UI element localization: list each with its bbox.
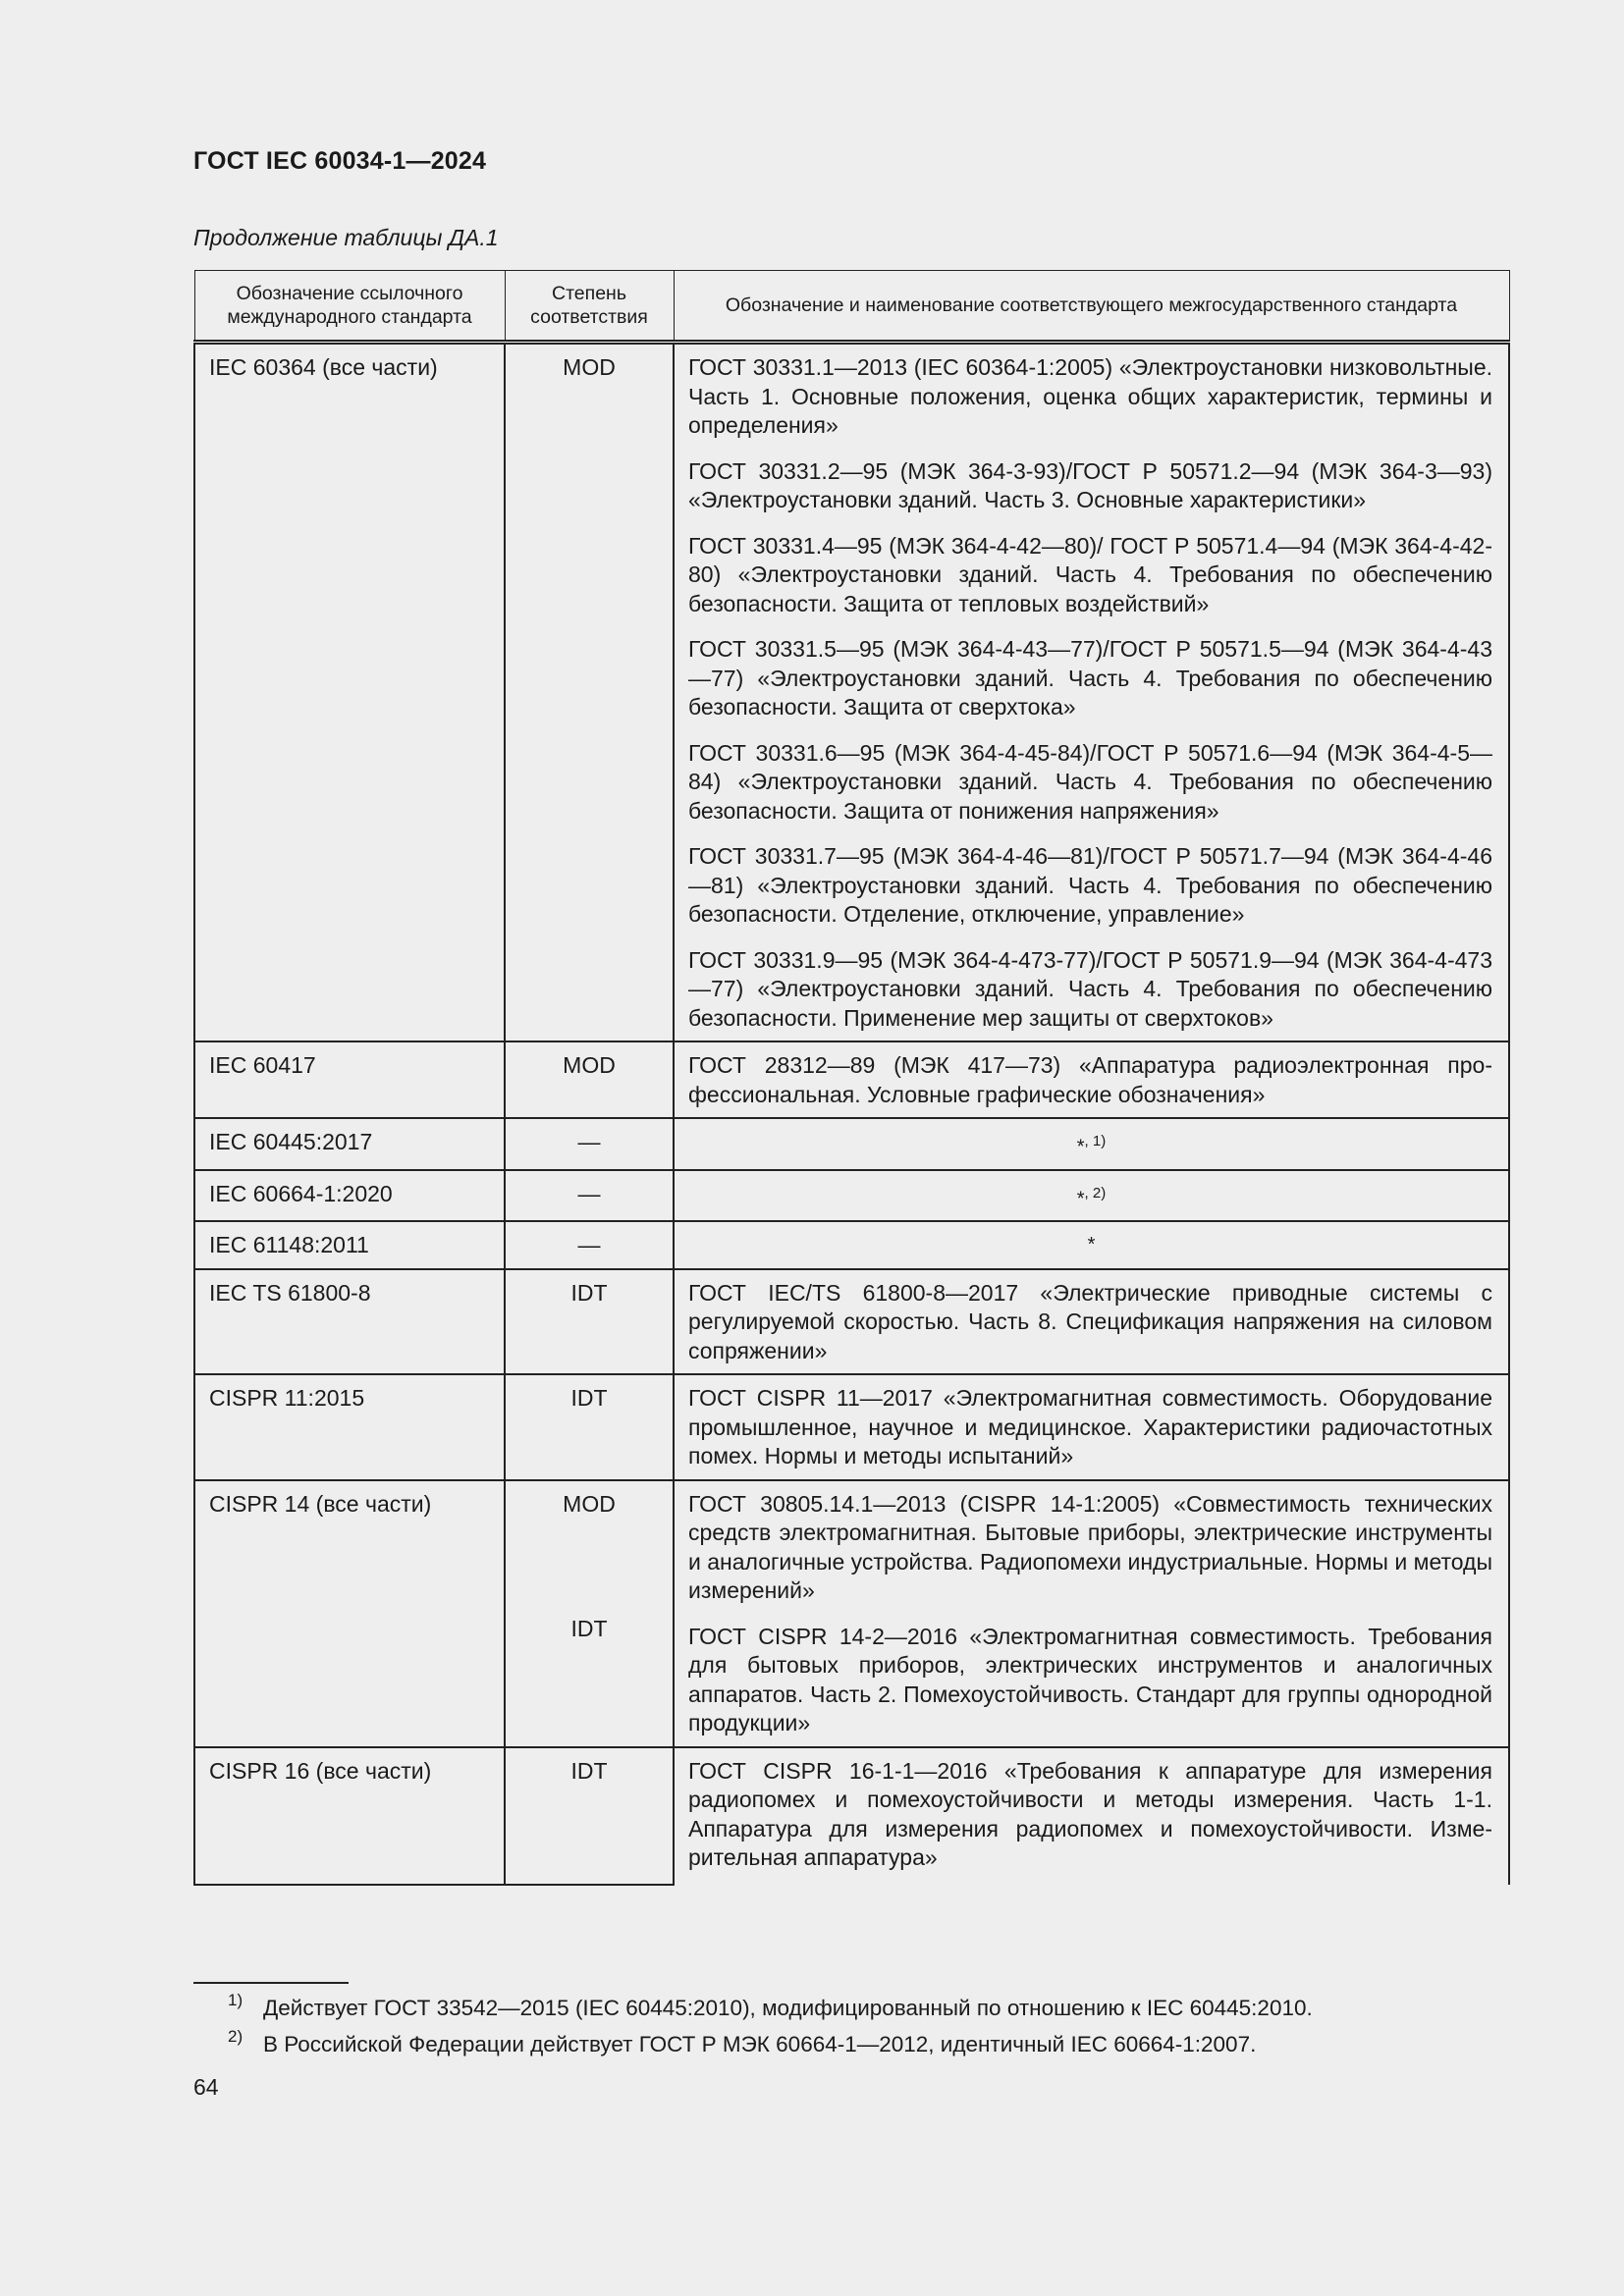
table-row <box>194 1374 1509 1480</box>
degree-cell: — <box>505 1221 674 1269</box>
degree-value: MOD <box>563 1490 616 1517</box>
standards-table <box>193 270 1510 1886</box>
asterisk-mark: * <box>1076 1136 1085 1158</box>
degree-value: IDT <box>570 1616 608 1642</box>
description-paragraph: ГОСТ 30331.6—95 (МЭК 364-4-45-84)/ГОСТ Р 50571.6—94 (МЭК 364-4-5—84) «Электроустановки зданий. Часть 4. Требования по обеспечению безопасности. Защита от понижения напряжения» <box>688 739 1492 824</box>
page-number: 64 <box>193 2074 219 2100</box>
description-paragraph: ГОСТ 30331.5—95 (МЭК 364-4-43—77)/ГОСТ Р 50571.5—94 (МЭК 364-4-43—77) «Электроустановки зданий. Часть 4. Требования по обеспечению безопасности. Защита от сверхтока» <box>688 636 1492 720</box>
description-paragraph: ГОСТ 30331.1—2013 (IEC 60364-1:2005) «Электроустановки низковольтные. Часть 1. Основные положения, оценка общих характеристик, термины и определения» <box>688 354 1492 438</box>
table-row <box>194 1170 1509 1222</box>
table-row <box>194 1041 1509 1118</box>
footnote-ref: , 1) <box>1084 1133 1107 1149</box>
header-international-standard: Обозначение ссылочного международного стандарта <box>194 271 505 343</box>
standard-cell: CISPR 11:2015 <box>194 1374 505 1480</box>
table-row <box>194 1480 1509 1747</box>
description-paragraph: ГОСТ 30331.9—95 (МЭК 364-4-473-77)/ГОСТ Р 50571.9—94 (МЭК 364-4-473—77) «Электроустановки зданий. Часть 4. Требования по обеспечению безопасности. Применение мер защиты от сверхтоков» <box>688 946 1492 1031</box>
header-degree: Степень соответствия <box>505 271 674 343</box>
description-cell: ГОСТ 28312—89 (МЭК 417—73) «Аппаратура радиоэлектронная профессиональная. Условные графические обозначения» <box>674 1041 1509 1118</box>
standard-cell: CISPR 16 (все части) <box>194 1747 505 1885</box>
standard-cell: IEC TS 61800-8 <box>194 1269 505 1375</box>
degree-cell: IDT <box>505 1269 674 1375</box>
no-equivalent-cell <box>674 1170 1509 1222</box>
document-header: ГОСТ IEC 60034-1—2024 <box>193 147 487 175</box>
table-row <box>194 1118 1509 1170</box>
description-cell: ГОСТ CISPR 11—2017 «Электромагнитная совместимость. Оборудование промышленное, научное и медицинское. Характеристики радиочастотных помех. Нормы и методы испытаний» <box>674 1374 1509 1480</box>
footnote-ref: , 2) <box>1084 1184 1107 1201</box>
no-equivalent-cell <box>674 1118 1509 1170</box>
degree-cell: — <box>505 1170 674 1222</box>
footnote <box>228 2027 1257 2058</box>
footnote-text: В Российской Федерации действует ГОСТ Р МЭК 60664-1—2012, идентичный IEC 60664-1:2007. <box>263 2032 1257 2056</box>
standard-cell: IEC 60664-1:2020 <box>194 1170 505 1222</box>
header-interstate-standard: Обозначение и наименование соответствующего межгосударственного стандарта <box>674 271 1509 343</box>
table-row <box>194 1747 1509 1885</box>
degree-cell: — <box>505 1118 674 1170</box>
no-equivalent-cell <box>674 1221 1509 1269</box>
degree-cell: MOD <box>505 343 674 1042</box>
degree-cell: MOD <box>505 1041 674 1118</box>
standard-cell: CISPR 14 (все части) <box>194 1480 505 1747</box>
description-cell: ГОСТ IEC/TS 61800-8—2017 «Электрические приводные системы с регулируемой скоростью. Часть 8. Спецификация напряжения на силовом сопряжении» <box>674 1269 1509 1375</box>
degree-cell <box>505 1480 674 1747</box>
description-paragraph: ГОСТ 30331.2—95 (МЭК 364-3-93)/ГОСТ Р 50571.2—94 (МЭК 364-3—93) «Электроустановки зданий. Часть 3. Основные характеристики» <box>688 457 1492 512</box>
standard-cell: IEC 60364 (все части) <box>194 343 505 1042</box>
description-paragraph: ГОСТ CISPR 14-2—2016 «Электромагнитная совместимость. Требования для бытовых приборов, электрических инструментов и аналогичных аппаратов. Часть 2. Помехоустойчивость. Стандарт для группы однородной продукции» <box>688 1623 1492 1736</box>
description-cell <box>674 343 1509 1042</box>
description-cell: ГОСТ CISPR 16-1-1—2016 «Требования к аппаратуре для измерения радиопомех и помехоустойчивости и методы измерения. Часть 1-1. Аппаратура для измерения радиопомех и помехоустойчивости. Измерительная аппаратура» <box>674 1747 1509 1885</box>
standard-cell: IEC 60445:2017 <box>194 1118 505 1170</box>
footnote-number: 1) <box>228 1991 244 2009</box>
footnote-text: Действует ГОСТ 33542—2015 (IEC 60445:2010), модифицированный по отношению к IEC 60445:2010. <box>263 1996 1313 2020</box>
asterisk-mark: * <box>1076 1188 1085 1210</box>
description-paragraph: ГОСТ 30331.7—95 (МЭК 364-4-46—81)/ГОСТ Р 50571.7—94 (МЭК 364-4-46—81) «Электроустановки зданий. Часть 4. Требования по обеспечению безопасности. Отделение, отключение, управление» <box>688 843 1492 927</box>
degree-cell: IDT <box>505 1374 674 1480</box>
table-row <box>194 1269 1509 1375</box>
table-header-row <box>194 271 1509 343</box>
footnote <box>228 1991 1313 2022</box>
footnote-number: 2) <box>228 2027 244 2046</box>
table-row <box>194 343 1509 1042</box>
table-caption: Продолжение таблицы ДА.1 <box>193 225 499 250</box>
table-row <box>194 1221 1509 1269</box>
description-cell <box>674 1480 1509 1747</box>
degree-cell: IDT <box>505 1747 674 1885</box>
description-paragraph: ГОСТ 30805.14.1—2013 (CISPR 14-1:2005) «Совместимость технических средств электромагнитная. Бытовые приборы, электрические инструменты и аналогичные устройства. Радиопомехи индустриальные. Нормы и методы измерений» <box>688 1490 1492 1604</box>
footnote-divider <box>193 1982 349 1984</box>
standard-cell: IEC 60417 <box>194 1041 505 1118</box>
standard-cell: IEC 61148:2011 <box>194 1221 505 1269</box>
description-paragraph: ГОСТ 30331.4—95 (МЭК 364-4-42—80)/ ГОСТ Р 50571.4—94 (МЭК 364-4-42-80) «Электроустановки зданий. Часть 4. Требования по обеспечению безопасности. Защита от тепловых воздействий» <box>688 532 1492 616</box>
asterisk-mark: * <box>1087 1234 1096 1256</box>
